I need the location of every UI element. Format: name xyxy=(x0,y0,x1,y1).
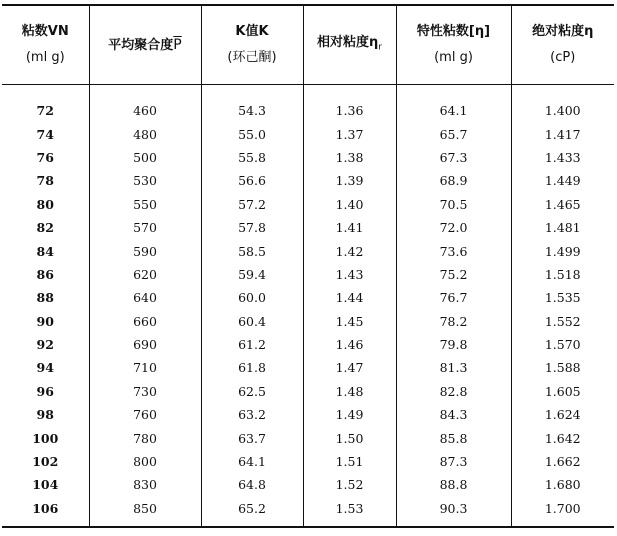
cell-absolute-viscosity: 1.481 xyxy=(511,216,614,239)
cell-intrinsic-viscosity: 75.2 xyxy=(396,263,511,286)
cell-relative-viscosity: 1.37 xyxy=(303,122,396,145)
cell-relative-viscosity: 1.51 xyxy=(303,450,396,473)
cell-k-value: 57.2 xyxy=(201,193,303,216)
cell-degree-of-polymerization: 660 xyxy=(89,310,201,333)
cell-viscosity-number: 102 xyxy=(2,450,89,473)
cell-intrinsic-viscosity: 65.7 xyxy=(396,122,511,145)
cell-intrinsic-viscosity: 85.8 xyxy=(396,426,511,449)
table-row xyxy=(2,356,614,379)
cell-degree-of-polymerization: 550 xyxy=(89,193,201,216)
cell-absolute-viscosity: 1.605 xyxy=(511,380,614,403)
cell-degree-of-polymerization: 710 xyxy=(89,356,201,379)
header-degree-of-polymerization xyxy=(89,5,201,85)
header-unit: (ml g) xyxy=(25,50,65,65)
cell-viscosity-number: 94 xyxy=(2,356,89,379)
cell-absolute-viscosity: 1.449 xyxy=(511,169,614,192)
cell-absolute-viscosity: 1.433 xyxy=(511,146,614,169)
table-body xyxy=(2,85,614,528)
table-row xyxy=(2,193,614,216)
cell-relative-viscosity: 1.48 xyxy=(303,380,396,403)
cell-intrinsic-viscosity: 81.3 xyxy=(396,356,511,379)
table-row xyxy=(2,263,614,286)
cell-absolute-viscosity: 1.518 xyxy=(511,263,614,286)
cell-k-value: 59.4 xyxy=(201,263,303,286)
cell-intrinsic-viscosity: 76.7 xyxy=(396,286,511,309)
cell-intrinsic-viscosity: 84.3 xyxy=(396,403,511,426)
header-unit: (ml g) xyxy=(434,50,473,65)
cell-viscosity-number: 100 xyxy=(2,426,89,449)
header-subscript: r xyxy=(378,42,382,53)
cell-intrinsic-viscosity: 72.0 xyxy=(396,216,511,239)
table-header xyxy=(2,5,614,85)
cell-degree-of-polymerization: 460 xyxy=(89,85,201,123)
cell-degree-of-polymerization: 480 xyxy=(89,122,201,145)
cell-viscosity-number: 104 xyxy=(2,473,89,496)
table-row xyxy=(2,450,614,473)
header-absolute-viscosity xyxy=(511,5,614,85)
header-viscosity-number xyxy=(2,5,89,85)
cell-k-value: 58.5 xyxy=(201,239,303,262)
cell-absolute-viscosity: 1.642 xyxy=(511,426,614,449)
cell-viscosity-number: 80 xyxy=(2,193,89,216)
cell-k-value: 62.5 xyxy=(201,380,303,403)
cell-intrinsic-viscosity: 64.1 xyxy=(396,85,511,123)
cell-absolute-viscosity: 1.624 xyxy=(511,403,614,426)
cell-k-value: 61.8 xyxy=(201,356,303,379)
table-row xyxy=(2,286,614,309)
cell-absolute-viscosity: 1.400 xyxy=(511,85,614,123)
cell-absolute-viscosity: 1.535 xyxy=(511,286,614,309)
cell-degree-of-polymerization: 570 xyxy=(89,216,201,239)
cell-viscosity-number: 72 xyxy=(2,85,89,123)
header-label: 相对粘度η xyxy=(317,34,379,50)
table-row xyxy=(2,122,614,145)
cell-relative-viscosity: 1.36 xyxy=(303,85,396,123)
cell-degree-of-polymerization: 530 xyxy=(89,169,201,192)
cell-relative-viscosity: 1.50 xyxy=(303,426,396,449)
cell-k-value: 54.3 xyxy=(201,85,303,123)
cell-k-value: 61.2 xyxy=(201,333,303,356)
cell-degree-of-polymerization: 780 xyxy=(89,426,201,449)
cell-relative-viscosity: 1.47 xyxy=(303,356,396,379)
cell-degree-of-polymerization: 830 xyxy=(89,473,201,496)
cell-absolute-viscosity: 1.680 xyxy=(511,473,614,496)
cell-k-value: 55.8 xyxy=(201,146,303,169)
cell-absolute-viscosity: 1.662 xyxy=(511,450,614,473)
table-row xyxy=(2,169,614,192)
cell-relative-viscosity: 1.40 xyxy=(303,193,396,216)
cell-degree-of-polymerization: 760 xyxy=(89,403,201,426)
table-row xyxy=(2,380,614,403)
cell-degree-of-polymerization: 850 xyxy=(89,497,201,527)
table-row xyxy=(2,473,614,496)
table-row xyxy=(2,426,614,449)
header-unit: (环己酮) xyxy=(227,50,277,65)
cell-degree-of-polymerization: 590 xyxy=(89,239,201,262)
cell-absolute-viscosity: 1.570 xyxy=(511,333,614,356)
cell-viscosity-number: 106 xyxy=(2,497,89,527)
cell-intrinsic-viscosity: 70.5 xyxy=(396,193,511,216)
cell-k-value: 63.7 xyxy=(201,426,303,449)
cell-viscosity-number: 98 xyxy=(2,403,89,426)
cell-intrinsic-viscosity: 68.9 xyxy=(396,169,511,192)
cell-relative-viscosity: 1.39 xyxy=(303,169,396,192)
cell-viscosity-number: 90 xyxy=(2,310,89,333)
cell-relative-viscosity: 1.38 xyxy=(303,146,396,169)
cell-degree-of-polymerization: 690 xyxy=(89,333,201,356)
cell-relative-viscosity: 1.44 xyxy=(303,286,396,309)
header-label: 平均聚合度 xyxy=(108,37,174,53)
cell-absolute-viscosity: 1.417 xyxy=(511,122,614,145)
cell-viscosity-number: 78 xyxy=(2,169,89,192)
cell-k-value: 64.1 xyxy=(201,450,303,473)
cell-viscosity-number: 74 xyxy=(2,122,89,145)
header-symbol: $\overline{P}$ xyxy=(173,36,182,53)
cell-relative-viscosity: 1.42 xyxy=(303,239,396,262)
cell-intrinsic-viscosity: 82.8 xyxy=(396,380,511,403)
cell-viscosity-number: 76 xyxy=(2,146,89,169)
cell-relative-viscosity: 1.53 xyxy=(303,497,396,527)
cell-k-value: 57.8 xyxy=(201,216,303,239)
header-k-value xyxy=(201,5,303,85)
cell-k-value: 55.0 xyxy=(201,122,303,145)
header-unit: (cP) xyxy=(550,50,576,65)
viscosity-table xyxy=(2,4,614,528)
cell-degree-of-polymerization: 730 xyxy=(89,380,201,403)
cell-degree-of-polymerization: 800 xyxy=(89,450,201,473)
table-row xyxy=(2,310,614,333)
table-row xyxy=(2,333,614,356)
cell-viscosity-number: 84 xyxy=(2,239,89,262)
cell-intrinsic-viscosity: 73.6 xyxy=(396,239,511,262)
cell-intrinsic-viscosity: 78.2 xyxy=(396,310,511,333)
header-label: 粘数VN xyxy=(21,24,69,39)
cell-degree-of-polymerization: 500 xyxy=(89,146,201,169)
cell-absolute-viscosity: 1.499 xyxy=(511,239,614,262)
cell-relative-viscosity: 1.45 xyxy=(303,310,396,333)
cell-absolute-viscosity: 1.588 xyxy=(511,356,614,379)
cell-k-value: 65.2 xyxy=(201,497,303,527)
cell-relative-viscosity: 1.52 xyxy=(303,473,396,496)
header-label: 绝对粘度η xyxy=(532,24,594,39)
cell-k-value: 64.8 xyxy=(201,473,303,496)
cell-intrinsic-viscosity: 87.3 xyxy=(396,450,511,473)
table-row xyxy=(2,216,614,239)
cell-relative-viscosity: 1.41 xyxy=(303,216,396,239)
table-row xyxy=(2,85,614,123)
header-relative-viscosity xyxy=(303,5,396,85)
header-label: K值K xyxy=(235,24,269,39)
cell-relative-viscosity: 1.43 xyxy=(303,263,396,286)
cell-k-value: 60.4 xyxy=(201,310,303,333)
cell-absolute-viscosity: 1.700 xyxy=(511,497,614,527)
cell-k-value: 56.6 xyxy=(201,169,303,192)
cell-intrinsic-viscosity: 67.3 xyxy=(396,146,511,169)
table-row xyxy=(2,497,614,527)
cell-k-value: 63.2 xyxy=(201,403,303,426)
cell-relative-viscosity: 1.46 xyxy=(303,333,396,356)
cell-viscosity-number: 88 xyxy=(2,286,89,309)
cell-k-value: 60.0 xyxy=(201,286,303,309)
header-row xyxy=(2,5,614,85)
cell-viscosity-number: 92 xyxy=(2,333,89,356)
table-row xyxy=(2,239,614,262)
cell-intrinsic-viscosity: 79.8 xyxy=(396,333,511,356)
cell-viscosity-number: 96 xyxy=(2,380,89,403)
cell-viscosity-number: 82 xyxy=(2,216,89,239)
cell-absolute-viscosity: 1.552 xyxy=(511,310,614,333)
cell-viscosity-number: 86 xyxy=(2,263,89,286)
cell-intrinsic-viscosity: 88.8 xyxy=(396,473,511,496)
cell-degree-of-polymerization: 640 xyxy=(89,286,201,309)
cell-intrinsic-viscosity: 90.3 xyxy=(396,497,511,527)
cell-degree-of-polymerization: 620 xyxy=(89,263,201,286)
cell-absolute-viscosity: 1.465 xyxy=(511,193,614,216)
header-label: 特性粘数[η] xyxy=(416,24,491,39)
table-row xyxy=(2,146,614,169)
header-intrinsic-viscosity xyxy=(396,5,511,85)
cell-relative-viscosity: 1.49 xyxy=(303,403,396,426)
table-row xyxy=(2,403,614,426)
